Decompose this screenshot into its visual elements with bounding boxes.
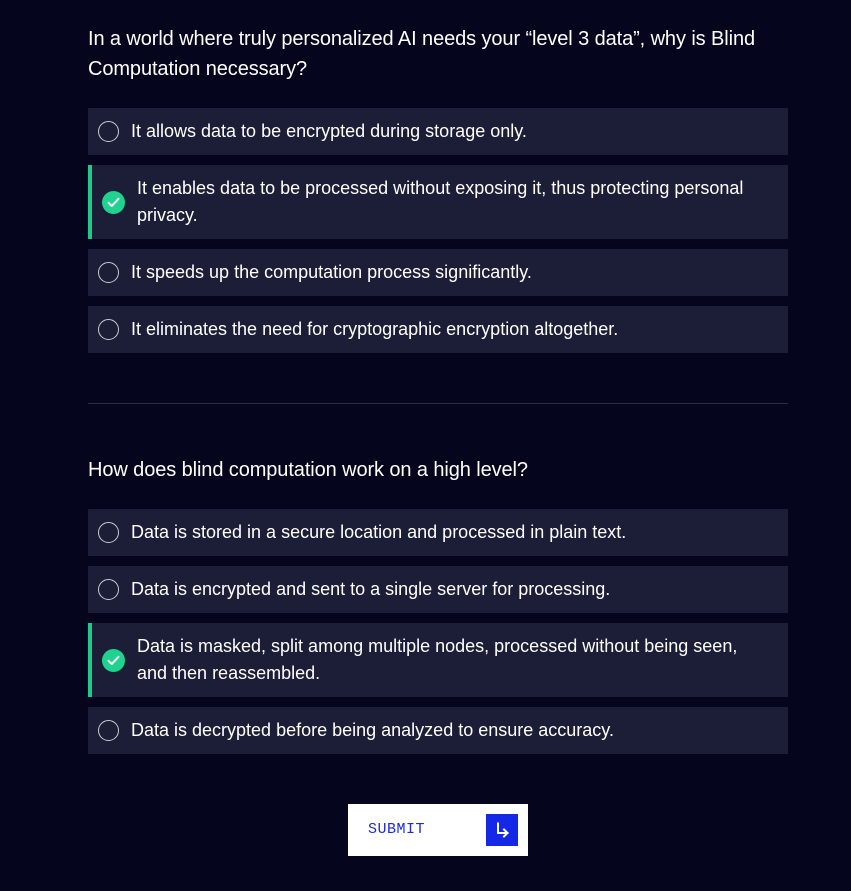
q2-option-3[interactable] bbox=[88, 623, 788, 697]
radio-icon[interactable] bbox=[98, 720, 119, 741]
q1-option-1[interactable] bbox=[88, 108, 788, 155]
radio-icon[interactable] bbox=[98, 319, 119, 340]
option-label: It eliminates the need for cryptographic encryption altogether. bbox=[131, 319, 619, 339]
q2-option-1[interactable] bbox=[88, 509, 788, 556]
option-label: Data is masked, split among multiple nodes, processed without being seen, and then reassembled. bbox=[137, 636, 738, 683]
section-divider bbox=[88, 403, 788, 404]
radio-icon[interactable] bbox=[98, 121, 119, 142]
q1-option-4[interactable] bbox=[88, 306, 788, 353]
option-label: It speeds up the computation process significantly. bbox=[131, 262, 532, 282]
check-circle-icon[interactable] bbox=[102, 649, 125, 672]
q1-option-2[interactable] bbox=[88, 165, 788, 239]
option-label: Data is decrypted before being analyzed to ensure accuracy. bbox=[131, 720, 614, 740]
q2-option-4[interactable] bbox=[88, 707, 788, 754]
q2-option-2[interactable] bbox=[88, 566, 788, 613]
option-label: It enables data to be processed without exposing it, thus protecting personal privacy. bbox=[137, 178, 744, 225]
radio-icon[interactable] bbox=[98, 579, 119, 600]
check-circle-icon[interactable] bbox=[102, 191, 125, 214]
radio-icon[interactable] bbox=[98, 522, 119, 543]
submit-button[interactable] bbox=[348, 804, 528, 856]
q1-option-3[interactable] bbox=[88, 249, 788, 296]
question-1-title: In a world where truly personalized AI needs your “level 3 data”, why is Blind Computation necessary? bbox=[88, 28, 755, 80]
arrow-down-right-icon bbox=[486, 814, 518, 846]
option-label: It allows data to be encrypted during storage only. bbox=[131, 121, 527, 141]
option-label: Data is encrypted and sent to a single server for processing. bbox=[131, 579, 611, 599]
radio-icon[interactable] bbox=[98, 262, 119, 283]
submit-label: SUBMIT bbox=[368, 821, 426, 838]
option-label: Data is stored in a secure location and processed in plain text. bbox=[131, 522, 627, 542]
question-2-title: How does blind computation work on a high level? bbox=[88, 459, 528, 481]
